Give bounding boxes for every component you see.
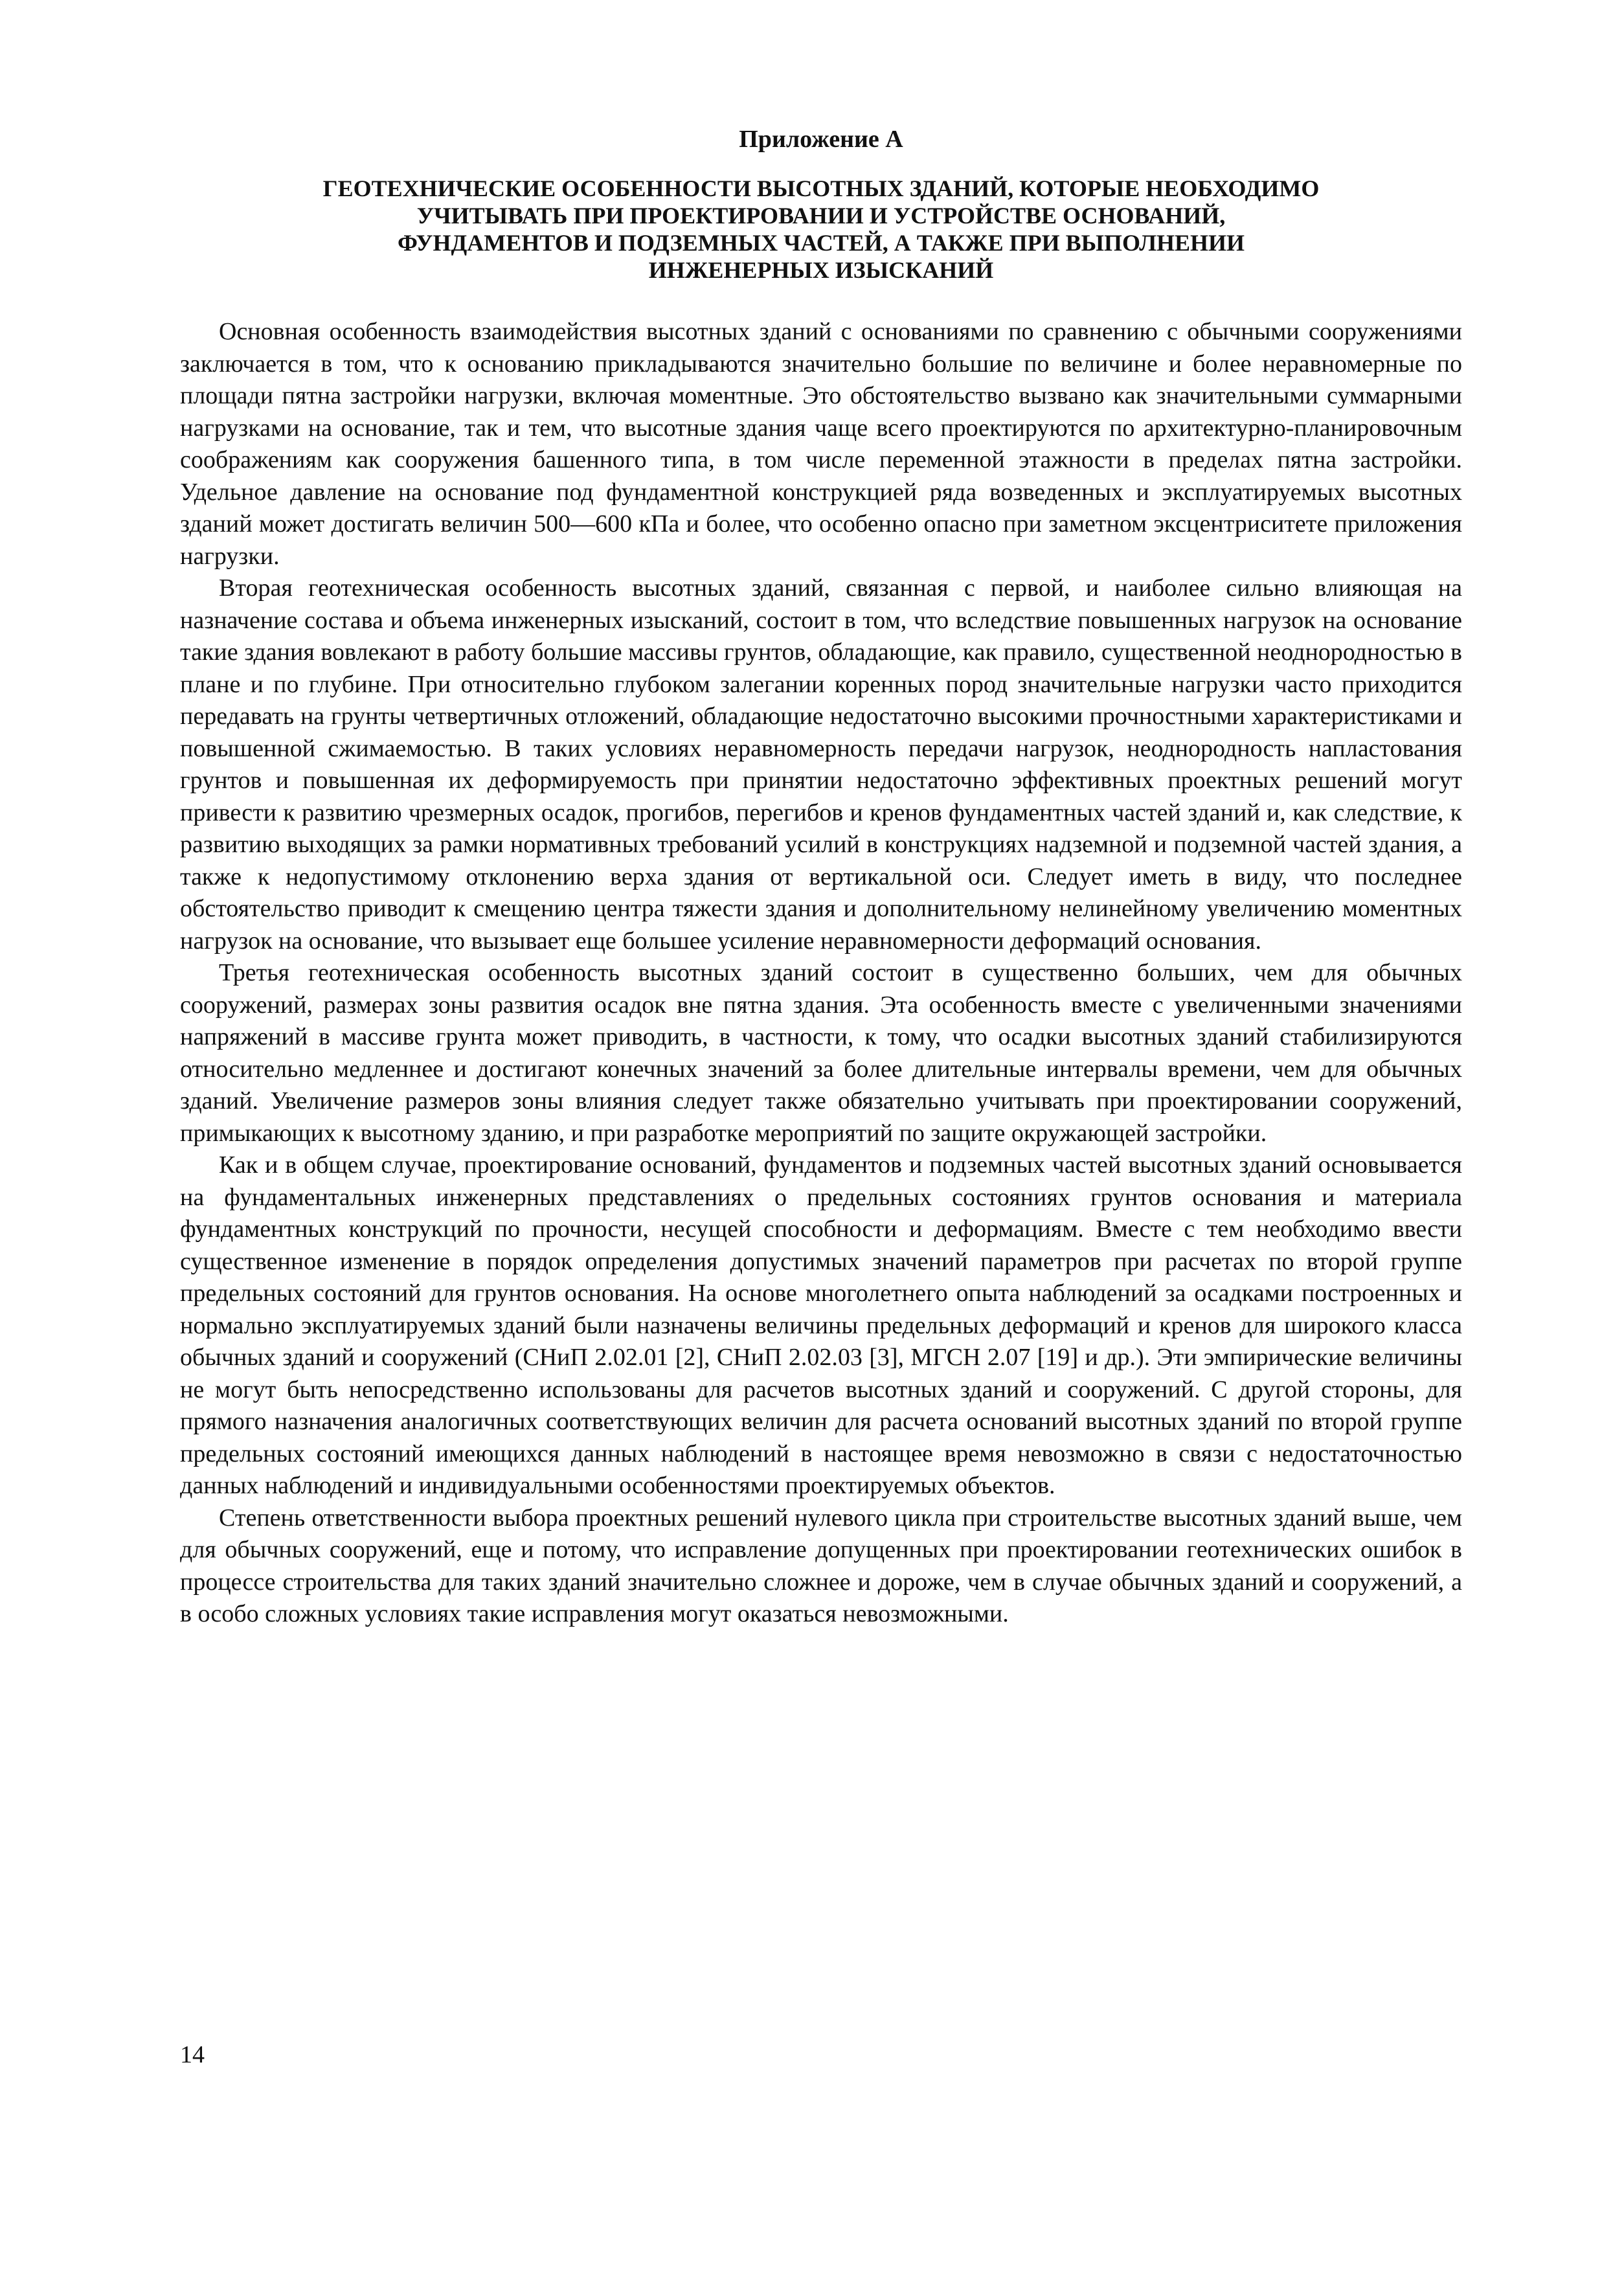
paragraph-5: Степень ответственности выбора проектных решений нулевого цикла при строительстве высотных зданий выше, чем для обычных сооружений, еще и потому, что исправление допущенных при проектировании геотехнических ошибок в процессе строительства для таких зданий значительно сложнее и дороже, чем в случае обычных зданий и сооружений, а в особо сложных условиях такие исправления могут оказаться невозможными. (180, 1504, 1462, 1627)
paragraph-3: Третья геотехническая особенность высотных зданий состоит в существенно больших, чем для обычных сооружений, размерах зоны развития осадок вне пятна здания. Эта особенность вместе с увеличенными значениями напряжений в массиве грунта может приводить, в частности, к тому, что осадки высотных зданий стабилизируются относительно медленнее и достигают конечных значений за более длительные интервалы времени, чем для обычных зданий. Увеличение размеров зоны влияния следует также обязательно учитывать при проектировании сооружений, примыкающих к высотному зданию, и при разработке мероприятий по защите окружающей застройки. (180, 959, 1462, 1147)
title-line: ИНЖЕНЕРНЫХ ИЗЫСКАНИЙ (648, 257, 994, 283)
title-line: ГЕОТЕХНИЧЕСКИЕ ОСОБЕННОСТИ ВЫСОТНЫХ ЗДАНИЙ, КОТОРЫЕ НЕОБХОДИМО (322, 175, 1320, 201)
title-line: УЧИТЫВАТЬ ПРИ ПРОЕКТИРОВАНИИ И УСТРОЙСТВЕ ОСНОВАНИЙ, (416, 203, 1226, 229)
paragraph-1: Основная особенность взаимодействия высотных зданий с основаниями по сравнению с обычными сооружениями заключается в том, что к основанию прикладываются значительно большие по величине и более неравномерные по площади пятна застройки нагрузки, включая моментные. Это обстоятельство вызвано как значительными суммарными нагрузками на основание, так и тем, что высотные здания чаще всего проектируются по архитектурно-планировочным соображениям как сооружения башенного типа, в том числе переменной этажности в пределах пятна застройки. Удельное давление на основание под фундаментной конструкцией ряда возведенных и эксплуатируемых высотных зданий может достигать величин 500—600 кПа и более, что особенно опасно при заметном эксцентриситете приложения нагрузки. (180, 318, 1462, 570)
document-page (180, 0, 1462, 2284)
body-text (180, 316, 1462, 1631)
title-line: ФУНДАМЕНТОВ И ПОДЗЕМНЫХ ЧАСТЕЙ, А ТАКЖЕ ПРИ ВЫПОЛНЕНИИ (397, 230, 1245, 256)
appendix-label: Приложение А (739, 126, 903, 153)
page-number: 14 (180, 2041, 205, 2068)
appendix-title (180, 175, 1462, 284)
paragraph-4: Как и в общем случае, проектирование оснований, фундаментов и подземных частей высотных зданий основывается на фундаментальных инженерных представлениях о предельных состояниях грунтов основания и материала фундаментных конструкций по прочности, несущей способности и деформациям. Вместе с тем необходимо ввести существенное изменение в порядок определения допустимых значений параметров при расчетах по второй группе предельных состояний для грунтов основания. На основе многолетнего опыта наблюдений за осадками построенных и нормально эксплуатируемых зданий были назначены величины предельных деформаций и кренов для широкого класса обычных зданий и сооружений (СНиП 2.02.01 [2], СНиП 2.02.03 [3], МГСН 2.07 [19] и др.). Эти эмпирические величины не могут быть непосредственно использованы для расчетов высотных зданий и сооружений. С другой стороны, для прямого назначения аналогичных соответствующих величин для расчета оснований высотных зданий по второй группе предельных состояний имеющихся данных наблюдений в настоящее время невозможно в связи с недостаточностью данных наблюдений и индивидуальными особенностями проектируемых объектов. (180, 1151, 1462, 1499)
paragraph-2: Вторая геотехническая особенность высотных зданий, связанная с первой, и наиболее сильно влияющая на назначение состава и объема инженерных изысканий, состоит в том, что вследствие повышенных нагрузок на основание такие здания вовлекают в работу большие массивы грунтов, обладающие, как правило, существенной неоднородностью в плане и по глубине. При относительно глубоком залегании коренных пород значительные нагрузки часто приходится передавать на грунты четвертичных отложений, обладающие недостаточно высокими прочностными характеристиками и повышенной сжимаемостью. В таких условиях неравномерность передачи нагрузок, неоднородность напластования грунтов и повышенная их деформируемость при принятии недостаточно эффективных проектных решений могут привести к развитию чрезмерных осадок, прогибов, перегибов и кренов фундаментных частей зданий и, как следствие, к развитию выходящих за рамки нормативных требований усилий в конструкциях надземной и подземной частей здания, а также к недопустимому отклонению верха здания от вертикальной оси. Следует иметь в виду, что последнее обстоятельство приводит к смещению центра тяжести здания и дополнительному нелинейному увеличению моментных нагрузок на основание, что вызывает еще большее усиление неравномерности деформаций основания. (180, 574, 1462, 955)
